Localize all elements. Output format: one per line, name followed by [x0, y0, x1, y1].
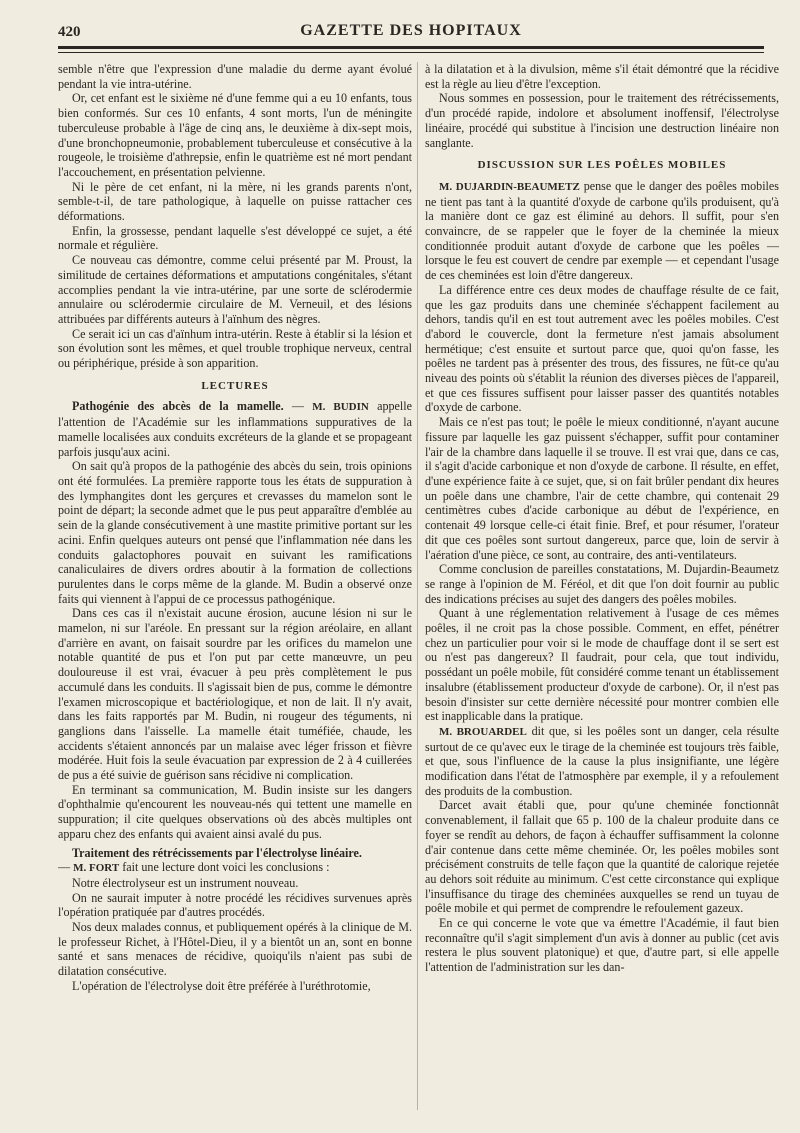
- author-name: M. BUDIN: [312, 401, 369, 414]
- subheading: Pathogénie des abcès de la mamelle.: [72, 399, 284, 414]
- paragraph: Enfin, la grossesse, pendant laquelle s'est développé ce sujet, a été normale et régulière.: [58, 223, 412, 253]
- dash: —: [283, 399, 313, 414]
- paragraph: Ce nouveau cas démontre, comme celui présenté par M. Proust, la similitude de certaines déformations et amputations congénitales, s'étant accomplies pendant la vie intra-utérine, par une sorte de sclérodermie annulaire ou sclérodermie circulaire de M. Verneuil, et des lésions attribuées par différents auteurs à l'aïnhum des nègres.: [58, 253, 412, 326]
- paragraph-budin: [58, 399, 412, 459]
- paragraph: L'opération de l'électrolyse doit être préférée à l'uréthrotomie,: [72, 978, 371, 993]
- paragraph: Quant à une réglementation relativement à l'usage de ces mêmes poêles, il ne croit pas la chose possible. Comment, en effet, pénétrer chez un particulier pour voir si le mode de chauffage dont il se sert est ou n'est pas dangereux? Il faudrait, pour cela, que tout individu, possédant un poêle mobile, fût considéré comme tenant un établissement insalubre (établissement producteur d'oxyde de carbone). Or, il n'est pas besoin d'insister sur cette dernière nécessité pour montrer combien elle est inapplicable dans la pratique.: [425, 606, 779, 724]
- paragraph-text: appelle l'attention de l'Académie sur les inflammations suppuratives de la mamelle localisées aux conduits excréteurs de la glande et se propageant parfois jusqu'aux acini.: [58, 399, 412, 459]
- column-divider: [417, 62, 418, 1110]
- paragraph-text: dit que, si les poêles sont un danger, cela résulte surtout de ce qu'avec eux le tirage de la cheminée est toujours très faible, et que, sous l'influence de la cause la plus insignifiante, une légère modification dans l'état de l'atmosphère par exemple, il y a refoulement des produits de la combustion.: [425, 723, 779, 798]
- dash: —: [58, 860, 74, 875]
- author-name: M. BROUARDEL: [439, 725, 527, 738]
- left-column: [58, 62, 412, 994]
- section-heading-lectures: LECTURES: [201, 379, 269, 392]
- paragraph: On ne saurait imputer à notre procédé les récidives survenues après l'opération pratiquée par d'autres procédés.: [58, 890, 412, 920]
- header-rule-thin: [58, 52, 764, 53]
- paragraph: semble n'être que l'expression d'une maladie du derme ayant évolué pendant la vie intra-utérine.: [58, 62, 412, 91]
- paragraph-fort-cont: [58, 860, 412, 876]
- paragraph: Mais ce n'est pas tout; le poêle le mieux conditionné, n'ayant aucune fissure par laquelle les gaz puissent s'échapper, suffit pour contaminer l'air de la chambre dans laquelle il se trouve. Il est vrai que, dans ce cas, il s'agit d'acide carbonique et non d'oxyde de carbone. Il résulte, en effet, d'une expérience faite à ce sujet, que, si on fait brûler pendant dix heures un poêle dans une chambre, l'air de cette chambre, qui contenait 29 centimètres cubes d'acide carbonique au début de l'expérience, en contenait 49 lorsque celle-ci était finie. Bref, et pour résumer, l'orateur dit que ces poêles sont surtout dangereux, parce que, loin de servir à l'aération d'une pièce, ce sont, au contraire, des anti-ventilateurs.: [425, 415, 779, 562]
- right-column: [425, 62, 779, 975]
- paragraph-fort: [58, 846, 412, 861]
- paragraph: Nous sommes en possession, pour le traitement des rétrécissements, d'un procédé rapide, indolore et absolument inoffensif, l'électrolyse linéaire, procédé qui substitue à l'incision une destruction linéaire non sanglante.: [425, 91, 779, 150]
- running-title: GAZETTE DES HOPITAUX: [300, 22, 522, 39]
- paragraph: En ce qui concerne le vote que va émettre l'Académie, il faut bien reconnaître qu'il s'agit simplement d'un avis à donner au public (cet avis restera le plus souvent platonique) et que, d'autre part, si elle appelle l'attention de l'administration sur les dan-: [425, 916, 779, 975]
- page-number: 420: [58, 24, 81, 40]
- subheading: Traitement des rétrécissements par l'électrolyse linéaire.: [72, 845, 362, 860]
- paragraph: En terminant sa communication, M. Budin insiste sur les dangers d'ophthalmie qu'encourent les nouveau-nés qui tettent une mamelle en suppuration; il cite quelques observations où des abcès multiples ont apparu chez des enfants qui avaient ainsi avalé du pus.: [58, 782, 412, 841]
- paragraph-text: fait une lecture dont voici les conclusions :: [119, 860, 330, 875]
- paragraph-brouardel: [425, 724, 779, 799]
- paragraph: Notre électrolyseur est un instrument nouveau.: [72, 875, 299, 890]
- paragraph-text: pense que le danger des poêles mobiles ne tient pas tant à la quantité d'oxyde de carbone qu'ils produisent, qu'à la manière dont ce gaz est éliminé au dehors. Il suffit, pour s'en convaincre, de se rappeler que le foyer de la cheminée la mieux conditionnée produit autant d'oxyde de carbone que les poêles — lorsque le feu est couvert de cendre par exemple — et cependant l'usage de ces cheminées est loin d'être dangereux.: [425, 178, 779, 283]
- paragraph: à la dilatation et à la divulsion, même s'il était démontré que la récidive est la règle au lieu d'être l'exception.: [425, 62, 779, 91]
- paragraph: Comme conclusion de pareilles constatations, M. Dujardin-Beaumetz se range à l'opinion de M. Féréol, et dit que l'on doit fournir au public des indications précises au sujet des dangers des poêles mobiles.: [425, 562, 779, 606]
- author-name: M. FORT: [73, 862, 120, 875]
- paragraph: Ce serait ici un cas d'aïnhum intra-utérin. Reste à établir si la lésion et son évolution sont les mêmes, et quel trouble trophique nerveux, central ou périphérique, préside à son apparition.: [58, 326, 412, 371]
- page-header: [58, 22, 764, 42]
- paragraph-dujardin: [425, 179, 779, 283]
- paragraph: Dans ces cas il n'existait aucune érosion, aucune lésion ni sur le mamelon, ni sur l'aréole. En pressant sur la région aréolaire, en allant d'arrière en avant, on faisait sourdre par les orifices du mamelon une notable quantité de pus et l'on put par cette manœuvre, un peu douloureuse il est vrai, évacuer à peu près complètement le pus accumulé dans les conduits. Il s'agissait bien de pus, comme le démontre l'examen microscopique et bactériologique, et non de lait. Il n'y avait, dans les faits rapportés par M. Budin, ni rougeur des téguments, ni ganglions dans l'aisselle. La mamelle était tuméfiée, chaude, les accidents s'étaient annoncés par un malaise avec léger frisson et fièvre modérée. Huit fois la seule évacuation par expression de 2 à 4 cuillerées de pus a été suivie de guérison sans récidive ni complication.: [58, 606, 412, 783]
- paragraph: On sait qu'à propos de la pathogénie des abcès du sein, trois opinions ont été formulées. La première rapporte tous les états de suppuration à des lymphangites dont les gerçures et crevasses du mamelon sont le point de départ; la seconde admet que le pus peut apparaître d'emblée au sein de la glande consécutivement à une mastite primitive portant sur les acini. Enfin quelques auteurs ont pensé que l'inflammation née dans les conduits galactophores pouvait en suivant les ramifications canaliculaires de divers ordres aboutir à la formation de collections purulentes dans le corps même de la glande. M. Budin a observé onze faits qui viennent à l'appui de ce processus pathogénique.: [58, 459, 412, 606]
- paragraph: Or, cet enfant est le sixième né d'une femme qui a eu 10 enfants, tous bien conformés. Sur ces 10 enfants, 4 sont morts, l'un de méningite tuberculeuse probable à l'âge de cinq ans, le deuxième à dix-sept mois, d'une bronchopneumonie, probablement tuberculeuse et consécutive à la rougeole, le troisième d'athrepsie, enfin le quatrième est né mort pendant l'accouchement, en présentation pelvienne.: [58, 91, 412, 179]
- paragraph: Darcet avait établi que, pour qu'une cheminée fonctionnât convenablement, il fallait que 65 p. 100 de la chaleur produite dans ce foyer se rendît au dehors, de façon à échauffer suffisamment la colonne d'air contenue dans cette même cheminée. Or, les poêles mobiles sont précisément construits de telle façon que la quantité de calorique rejetée au dehors soit réduite au minimum. C'est cette circonstance qui explique l'insuffisance du tirage des cheminées auxquelles se rend un tuyau de poêle mobile et qui permet de comprendre le refoulement gazeux.: [425, 798, 779, 916]
- paragraph: Ni le père de cet enfant, ni la mère, ni les grands parents n'ont, semble-t-il, de tare pathologique, à laquelle on puisse rattacher ces déformations.: [58, 179, 412, 224]
- paragraph: Nos deux malades connus, et publiquement opérés à la clinique de M. le professeur Richet, à l'Hôtel-Dieu, il y a bientôt un an, sont en bonne santé et sans menaces de récidive, quoiqu'ils n'aient pas subi de dilatation consécutive.: [58, 920, 412, 979]
- author-name: M. DUJARDIN-BEAUMETZ: [439, 180, 580, 193]
- section-heading-discussion: DISCUSSION SUR LES POÊLES MOBILES: [477, 159, 727, 172]
- header-rule-thick: [58, 46, 764, 49]
- paragraph: La différence entre ces deux modes de chauffage résulte de ce fait, que les gaz produits dans une cheminée s'échappent facilement au dehors, tandis qu'il en est tout autrement avec les poêles mobiles. C'est d'abord le couvercle, dont la fermeture n'est jamais absolument hermétique; c'est ensuite et surtout parce que, quoi qu'on fasse, les poêles ne tardent pas à présenter des trous, des fissures, ne fût-ce qu'au niveau des points où s'établit la réunion des diverses pièces de l'appareil, et que ces fissures suffisent pour laisser passer des quantités notables d'oxyde de carbone.: [425, 282, 779, 415]
